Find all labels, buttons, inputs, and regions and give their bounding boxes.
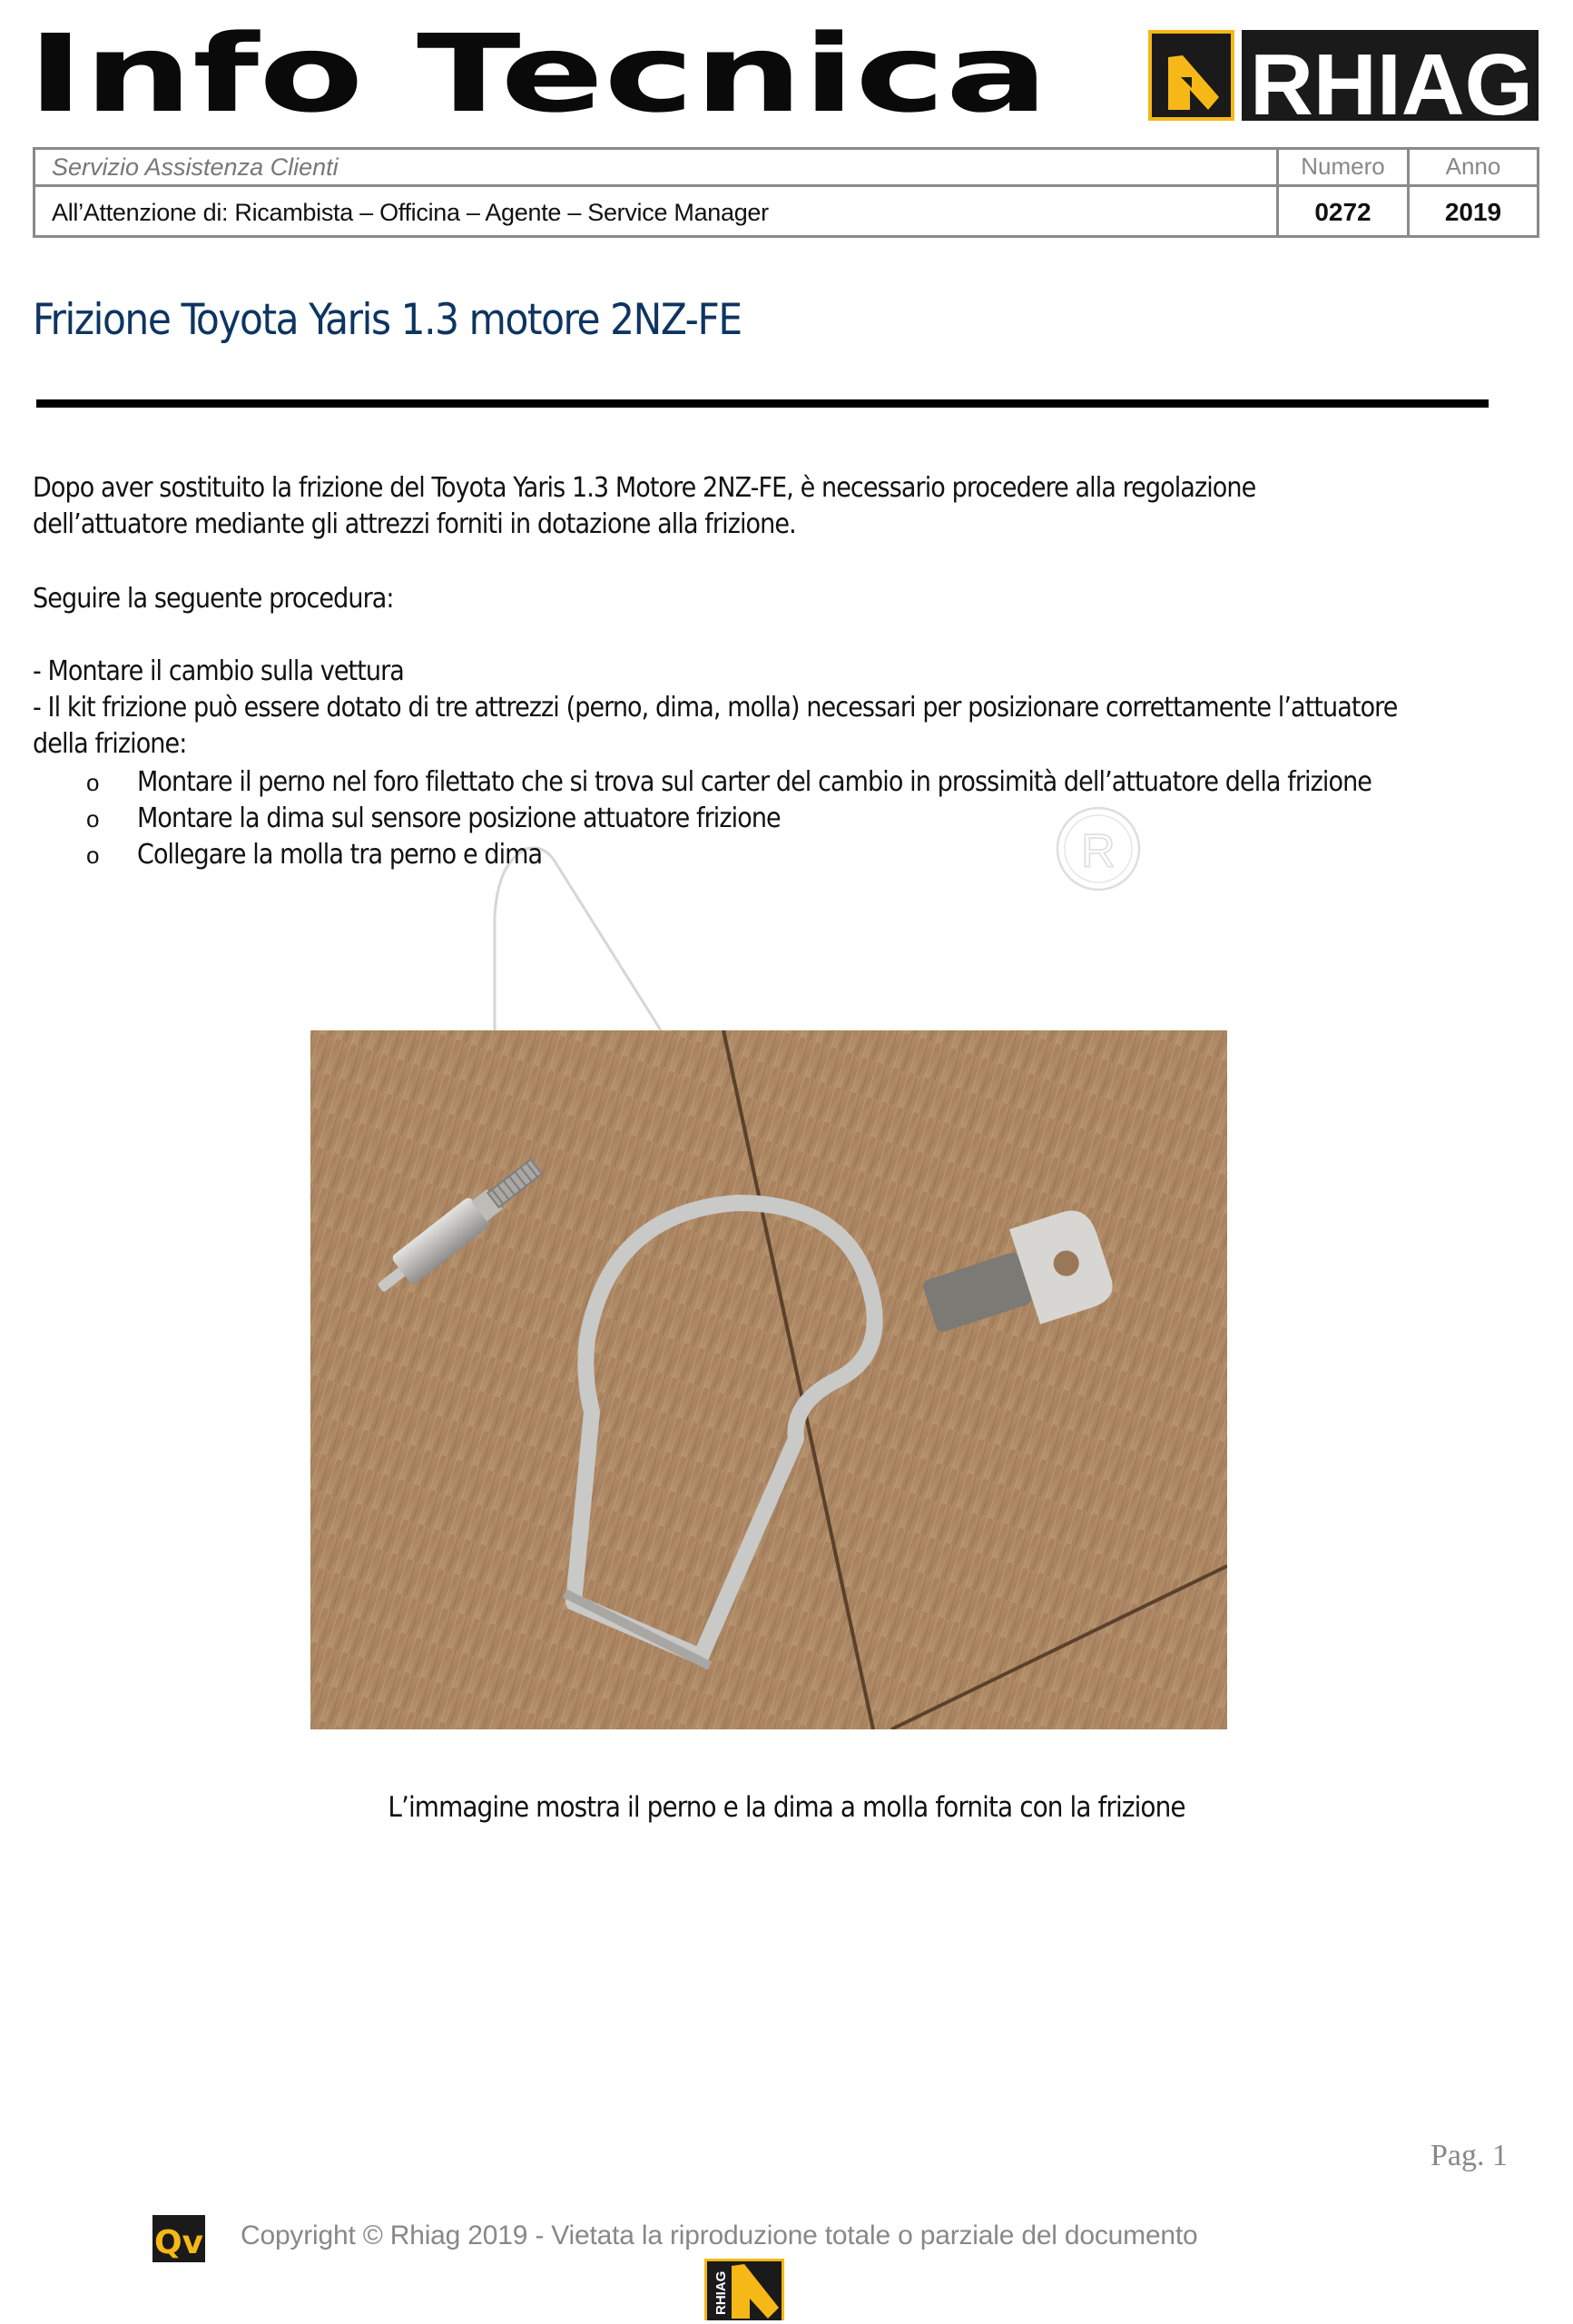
- number-label: Numero: [1279, 150, 1410, 184]
- copyright-notice: Copyright © Rhiag 2019 - Vietata la riproduzione totale o parziale del documento: [241, 2221, 1198, 2250]
- bullet-circle-icon: o: [86, 842, 99, 869]
- qv-logo-text: Qv: [153, 2224, 204, 2261]
- procedure-heading: Seguire la seguente procedura:: [33, 583, 394, 615]
- page-number: Pag. 1: [1430, 2139, 1508, 2172]
- service-label: Servizio Assistenza Clienti: [35, 150, 1279, 184]
- info-table-value-row: [35, 187, 1537, 235]
- rhiag-logo: [1148, 30, 1539, 121]
- intro-line-1: Dopo aver sostituito la frizione del Toyota Yaris 1.3 Motore 2NZ-FE, è necessario procedere alla regolazione: [33, 472, 1256, 504]
- info-table-header-row: [35, 150, 1537, 187]
- sub-step-item: [86, 801, 781, 837]
- sub-step-text: Collegare la molla tra perno e dima: [137, 839, 543, 871]
- clutch-tools-photo: [310, 1030, 1227, 1729]
- step-1: - Montare il cambio sulla vettura: [33, 655, 404, 687]
- year-label: Anno: [1445, 153, 1501, 180]
- mini-logo-text: RHIAG: [713, 2270, 729, 2315]
- sub-step-text: Montare la dima sul sensore posizione attuatore frizione: [137, 803, 781, 834]
- step-2: - Il kit frizione può essere dotato di tre attrezzi (perno, dima, molla) necessari per posizionare correttamente l’attuatore: [33, 692, 1398, 724]
- rhiag-mini-logo: [704, 2259, 784, 2320]
- figure-caption: L’immagine mostra il perno e la dima a molla fornita con la frizione: [388, 1791, 1185, 1824]
- registered-circle-icon: [1057, 808, 1139, 890]
- info-tecnica-wordmark: [27, 27, 1053, 127]
- quality-logo: [152, 2215, 205, 2262]
- sub-step-item: [86, 764, 1371, 801]
- logo-text: RHIAG: [1250, 36, 1533, 121]
- attention-text: All’Attenzione di: Ricambista – Officina – Agente – Service Manager: [35, 187, 1279, 235]
- document-title: Frizione Toyota Yaris 1.3 motore 2NZ-FE: [33, 295, 742, 345]
- sub-step-item: [86, 837, 542, 873]
- bullet-circle-icon: o: [86, 769, 99, 796]
- number-value: 0272: [1279, 187, 1410, 235]
- bullet-circle-icon: o: [86, 805, 99, 832]
- year-value: 2019: [1444, 198, 1502, 226]
- document-info-table: [33, 147, 1539, 238]
- title-divider: [36, 399, 1489, 408]
- step-2-continued: della frizione:: [33, 728, 187, 760]
- sub-step-text: Montare il perno nel foro filettato che si trova sul carter del cambio in prossimità dell’attuatore della frizione: [137, 766, 1372, 798]
- intro-line-2: dell’attuatore mediante gli attrezzi forniti in dotazione alla frizione.: [33, 508, 796, 540]
- registered-mark: R: [1081, 825, 1116, 878]
- brand-title-text: Info Tecnica: [27, 27, 1048, 127]
